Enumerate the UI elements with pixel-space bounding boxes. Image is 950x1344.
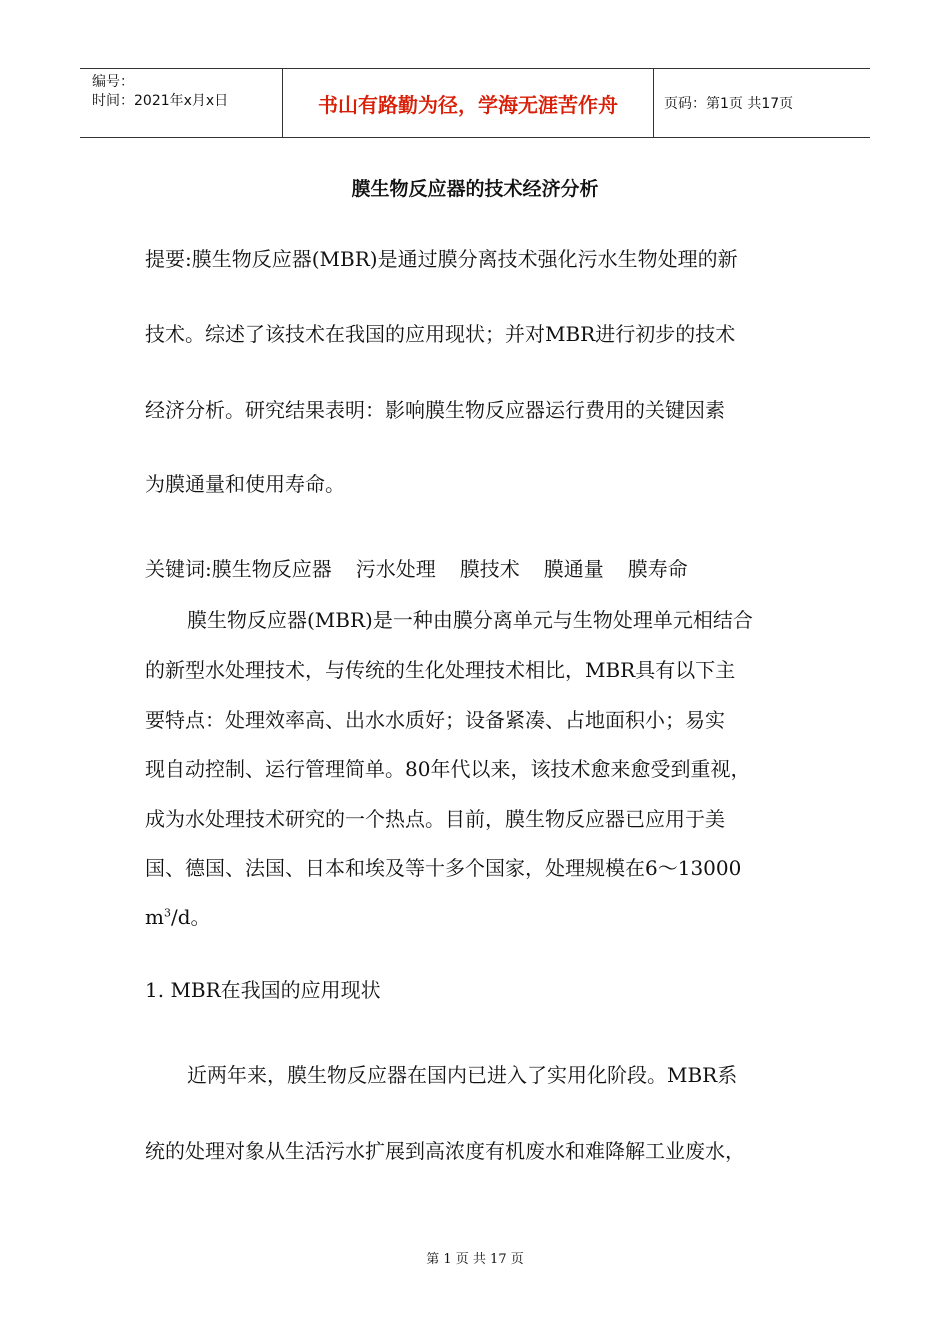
body-line: 近两年来，膜生物反应器在国内已进入了实用化阶段。MBR系 — [187, 1063, 738, 1087]
keyword: 膜通量 — [543, 557, 604, 581]
header-motto: 书山有路勤为径，学海无涯苦作舟 — [282, 69, 654, 137]
keyword: 膜生物反应器 — [211, 557, 332, 581]
intro-line: 现自动控制、运行管理简单。80年代以来，该技术愈来愈受到重视， — [145, 757, 751, 781]
page-header — [80, 68, 870, 138]
abstract-line: 技术。综述了该技术在我国的应用现状；并对MBR进行初步的技术 — [145, 322, 736, 346]
keywords-label: 关键词: — [145, 557, 212, 581]
superscript: 3 — [163, 906, 171, 920]
intro-line: 的新型水处理技术，与传统的生化处理技术相比，MBR具有以下主 — [145, 658, 736, 682]
date-line: 时间：2021年x月x日 — [92, 93, 229, 109]
header-meta — [80, 69, 282, 137]
abstract-line: 提要:膜生物反应器(MBR)是通过膜分离技术强化污水生物处理的新 — [145, 247, 738, 271]
intro-line: 要特点：处理效率高、出水水质好；设备紧凑、占地面积小；易实 — [145, 708, 725, 732]
page-footer: 第 1 页 共 17 页 — [426, 1252, 524, 1267]
intro-line: 膜生物反应器(MBR)是一种由膜分离单元与生物处理单元相结合 — [187, 608, 753, 632]
body-line: 统的处理对象从生活污水扩展到高浓度有机废水和难降解工业废水， — [145, 1139, 745, 1163]
abstract-line: 为膜通量和使用寿命。 — [145, 472, 345, 496]
serial-label: 编号： — [92, 74, 134, 90]
keyword: 膜技术 — [459, 557, 520, 581]
section-heading: 1. MBR在我国的应用现状 — [145, 978, 381, 1002]
document-title: 膜生物反应器的技术经济分析 — [351, 178, 599, 200]
keyword: 污水处理 — [355, 557, 436, 581]
abstract-line: 经济分析。研究结果表明：影响膜生物反应器运行费用的关键因素 — [145, 398, 725, 422]
keywords-line — [145, 553, 712, 582]
unit-line: $m^3/d$。 — [145, 905, 211, 929]
intro-line: 成为水处理技术研究的一个热点。目前，膜生物反应器已应用于美 — [145, 807, 725, 831]
header-page-info: 页码：第1页 共17页 — [664, 96, 794, 112]
intro-line: 国、德国、法国、日本和埃及等十多个国家，处理规模在6～13000 — [145, 856, 742, 880]
keyword: 膜寿命 — [627, 557, 688, 581]
